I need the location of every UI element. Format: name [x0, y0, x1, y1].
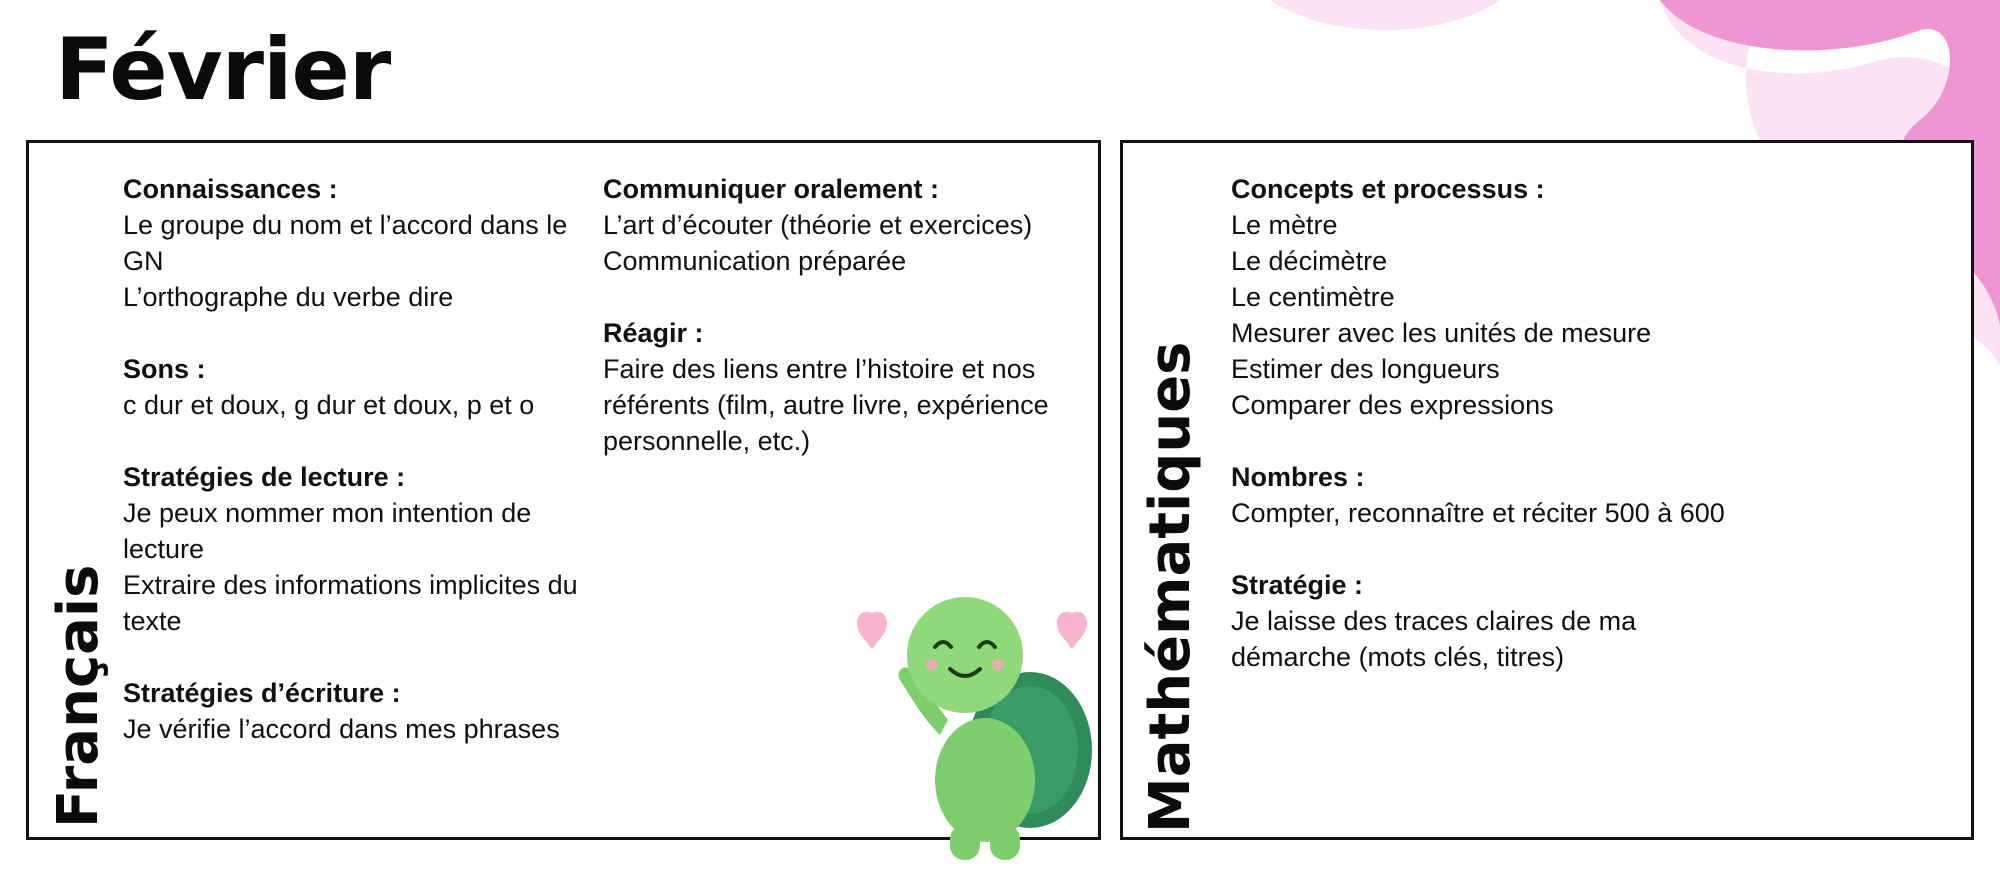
section-title: Sons : [123, 354, 206, 384]
section-strategies-ecriture [123, 675, 583, 747]
section-strategie [1231, 567, 1751, 675]
francais-label: Français [46, 564, 111, 828]
turtle-icon [840, 585, 1110, 865]
section-line: Mesurer avec les unités de mesure [1231, 318, 1652, 348]
mathematiques-label: Mathématiques [1138, 341, 1203, 833]
section-reagir [603, 315, 1103, 459]
section-line: Je laisse des traces claires de ma démarche (mots clés, titres) [1231, 606, 1637, 672]
section-line: Faire des liens entre l’histoire et nos référents (film, autre livre, expérience personnelle, etc.) [603, 354, 1049, 456]
section-title: Stratégie : [1231, 570, 1364, 600]
section-sons [123, 351, 583, 423]
section-line: L’orthographe du verbe dire [123, 282, 454, 312]
section-line: Comparer des expressions [1231, 390, 1554, 420]
section-line: L’art d’écouter (théorie et exercices) [603, 210, 1033, 240]
section-nombres [1231, 459, 1751, 531]
section-strategies-lecture [123, 459, 583, 639]
mathematiques-panel [1120, 140, 1974, 840]
section-concepts-processus [1231, 171, 1751, 423]
section-line: c dur et doux, g dur et doux, p et o [123, 390, 535, 420]
section-title: Nombres : [1231, 462, 1365, 492]
section-connaissances [123, 171, 583, 315]
heart-icon [857, 612, 887, 649]
francais-column-1 [123, 171, 583, 783]
section-line: Le centimètre [1231, 282, 1395, 312]
mathematiques-column [1231, 171, 1751, 711]
section-line: Estimer des longueurs [1231, 354, 1500, 384]
section-line: Le décimètre [1231, 246, 1388, 276]
section-title: Concepts et processus : [1231, 174, 1545, 204]
section-title: Connaissances : [123, 174, 338, 204]
section-line: Le mètre [1231, 210, 1338, 240]
section-title: Communiquer oralement : [603, 174, 940, 204]
section-line: Je vérifie l’accord dans mes phrases [123, 714, 560, 744]
section-line: Le groupe du nom et l’accord dans le GN [123, 210, 568, 276]
heart-icon [1057, 612, 1087, 649]
francais-column-2 [603, 171, 1103, 495]
section-line: Compter, reconnaître et réciter 500 à 600 [1231, 498, 1725, 528]
section-line: Communication préparée [603, 246, 907, 276]
page-title: Février [55, 20, 391, 120]
section-communiquer-oralement [603, 171, 1103, 279]
section-title: Stratégies d’écriture : [123, 678, 401, 708]
section-line: Extraire des informations implicites du texte [123, 570, 578, 636]
section-title: Réagir : [603, 318, 704, 348]
section-title: Stratégies de lecture : [123, 462, 406, 492]
section-line: Je peux nommer mon intention de lecture [123, 498, 532, 564]
